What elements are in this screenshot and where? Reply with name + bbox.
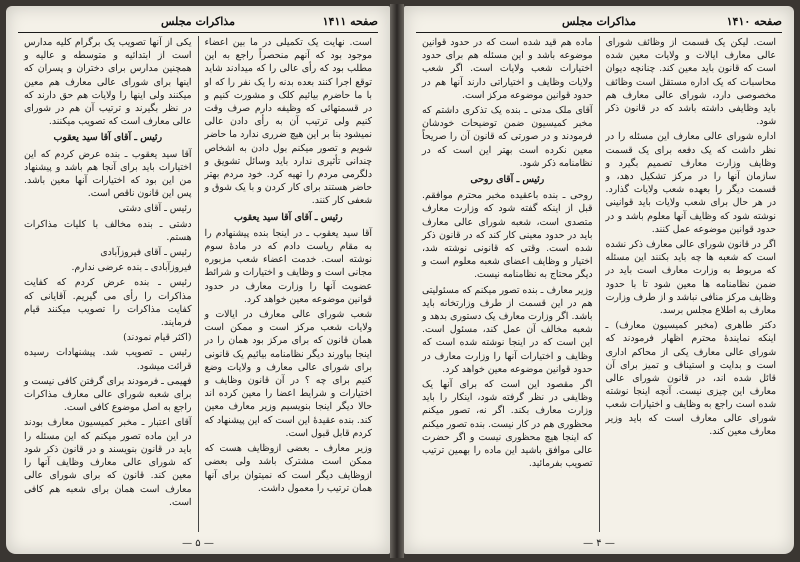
paragraph: رئیس ـ آقای دشتی bbox=[118, 203, 192, 215]
right-running-title: مذاکرات مجلس bbox=[562, 15, 636, 28]
left-page-col-right bbox=[199, 36, 379, 532]
left-page bbox=[6, 6, 390, 554]
paragraph: است. لیکن یک قسمت از وظائف شورای عالی معارف ایالات و ولایات معین شده است که قانون باید معین کند. چنانچه دیوان محاسبات که یک اداره مستقل است وظائف مخصوصی دارد، شورای عالی معارف هم باید وظایفی داشته باشد که در قانون ذکر شود. bbox=[605, 37, 776, 128]
left-page-header bbox=[18, 14, 378, 33]
right-page-col-right bbox=[600, 36, 783, 532]
paragraph: یکی از آنها تصویب یک برگرام کلیه مدارس است از ابتدائیه و متوسطه و عالیه و همچنین مدارس برای دختران و پسران که اینها برای شورای عالی معارف هم معین میکنند ولی اینها را ولایات هم حق دارند که در نظر بگیرند و ترتیب آن هم در شورای عالی معارف است که تصویب میکنند. bbox=[24, 37, 192, 128]
right-page-col-left bbox=[416, 36, 600, 532]
left-page-footer: — ۵ — bbox=[182, 538, 214, 549]
paragraph: فهیمی ـ فرمودند برای گرفتن کافی نیست و برای شعبه شورای عالی معارف مذاکرات راجع به اصل موضوع کافی است. bbox=[24, 375, 192, 414]
paragraph: فیروزآبادی ـ بنده عرضی ندارم. bbox=[71, 262, 192, 274]
paragraph: رئیس ـ بنده عرض کردم که کفایت مذاکرات را رأی می گیریم. آقایانی که کفایت مذاکرات را تصویب میکنند قیام فرمایند. bbox=[24, 277, 192, 329]
right-page-footer: — ۴ — bbox=[583, 538, 615, 549]
paragraph: اداره شورای عالی معارف این مسئله را در نظر داشت که یک دفعه برای یک قسمت وظایف وزارت معارف تصمیم بگیرد و سازمان آنها را در مرکز تشکیل دهد، و قسمت دیگر را بعهده شعب ولایات گذارد. در هر حال برای شعب ولایات باید قوانینی نوشته شود که وظایف آنها معلوم باشد و در حدود قوانین موضوعه عمل کنند. bbox=[605, 131, 776, 235]
paragraph: آقای اعتبار ـ مخبر کمیسیون معارف بودند در این ماده تصور میکنم که این مسئله را باید در قانون بنویسند و در قانون ذکر شود که شورای عالی معارف وظایف آنها را معین کند. قانون که برای شورای عالی معارف است همان برای شعبه هم کافی است. bbox=[24, 417, 192, 508]
right-page-header bbox=[416, 14, 782, 33]
left-running-title: مذاکرات مجلس bbox=[161, 15, 235, 28]
right-page-number: صفحه ۱۴۱۰ bbox=[726, 15, 782, 28]
paragraph: رئیس ـ آقای فیروزآبادی bbox=[100, 247, 192, 259]
paragraph: دکتر طاهری (مخبر کمیسیون معارف) ـ اینکه نمایندهٔ محترم اظهار فرمودند که شورای عالی معارف یکی از محاکم اداری است و بدایت و استیناف و تمیز برای آن قائل شده اند، در قانون شورای عالی معارف این چیزی نیست. آنچه اینجا نوشته شده است راجع به وظایف و اختیارات شعب شورای عالی معارف است که باید وزیر معارف معین کند. bbox=[605, 320, 776, 437]
paragraph: (اکثر قیام نمودند) bbox=[123, 332, 192, 344]
left-page-col-left bbox=[18, 36, 199, 532]
paragraph: وزیر معارف ـ بعضی ازوظایف هست که ممکن است مشترک باشد ولی بعضی ازوظایف دیگر است که نمیتوان برای آنها همان ترتیب را معمول داشت. bbox=[204, 443, 372, 494]
paragraph: اگر مقصود این است که برای آنها یک وظایفی در نظر گرفته شود، اینکار را باید وزارت معارف بکند. اگر نه، تصور میکنم محظوری هم در کار نیست. بنده تصور میکنم که اینجا هیچ محظوری نیست و اگر حضرت عالی موافق باشید این ماده را بهمین ترتیب تصویب بفرمائید. bbox=[422, 379, 593, 470]
left-page-columns bbox=[18, 36, 378, 532]
paragraph: وزیر معارف ـ بنده تصور میکنم که مسئولیتی هم در این قسمت از طرف وزارتخانه باید باشد. اگر وزارت معارف یک دستوری بدهد و شعبه مخالف آن عمل کند، مسئول است. این است که در اینجا نوشته شده است که وظایف و اختیارات آنها را وزارت معارف در حدود قوانین موضوعه معین خواهد کرد. bbox=[422, 284, 593, 375]
paragraph: اگر در قانون شورای عالی معارف ذکر نشده است که شعبه ها چه باید بکنند این مسئله که مربوط به وزارت معارف است باید در ضمن نظامنامه ها معین شود تا با حدود وظایف مرکز منافی نباشد و از طرف وزارت معارف به اطلاع مجلس برسد. bbox=[605, 239, 776, 317]
paragraph: روحی ـ بنده باعقیده مخبر محترم موافقم. قبل از اینکه گفته شود که وزارت معارف متصدی است، شعبه شورای عالی معارف باید در حدود معینی کار کند که در قانون ذکر شده است. وقتی که قانونی نوشته شد، اختیار و وظایف اعضای شعبه معلوم است و دیگر محتاج به نظامنامه نیست. bbox=[422, 190, 593, 281]
speaker-heading: رئیس ـ آقای آقا سید یعقوب bbox=[53, 132, 162, 144]
paragraph: شعب شورای عالی معارف در ایالات و ولایات شعب مرکز است و ممکن است همان قانون که برای مرکز بود همان را در اینجا بیاورند دیگر نظامنامه بیائیم یک قانونی برای شورای عالی معارف و ولایات وضع کنیم برای چه ؟ در آن قانون وظایف و اختیارات و شرایط اعضا را معین کرده اند حالا دیگر اینجا بنویسیم وزیر معارف معین کند. بنده عقیدهٔ این است که این پیشنهاد که کردم قابل قبول است. bbox=[204, 309, 372, 439]
paragraph: ماده هم قید شده است که در حدود قوانین موضوعه باشد و این مسئله هم برای حدود اختیارات شعب ولایات است. اگر شعب ولایات وظایف و اختیاراتی دارند آنها هم در حدود قوانین موضوعه مرکز است. bbox=[422, 37, 593, 101]
right-page-columns bbox=[416, 36, 782, 532]
paragraph: آقا سید یعقوب ـ بنده عرض کردم که این اختیارات باید برای آنجا هم باشد و پیشنهاد من این بود که اختیارات آنها معین باشد. پس این قانون ناقص است. bbox=[24, 148, 192, 200]
paragraph: رئیس ـ تصویب شد. پیشنهادات رسیده قرائت میشود. bbox=[24, 347, 192, 372]
paragraph: است. نهایت یک تکمیلی در ما بین اعضاء موجود بود که آنهم منحصراً راجع به این مطلب بود که رأی عالی را که میدادند شاید توقع اجرا کنند بعده بدنه را یک نفر را که او با ما حاضرم بیائیم کلک و مشورت کنیم و در قسمتهائی که وظیفه دارم صرف وقت کنیم ولی ترتیب آن به رأی دادن عالی نمیشود بنا بر این هیچ ضرری ندارد ما حاضر شویم و تصور میکنم بول دادن به اشخاص چندانی تأثیری ندارد باید وسائل تشویق و دلگرمی مردم را تهیه کرد. خود مردم بهتر حاضر هستند برای کار کردن و با یک شوق و شعفی کار کنند. bbox=[204, 37, 372, 207]
right-page bbox=[404, 6, 794, 554]
book-gutter bbox=[390, 4, 404, 558]
speaker-heading: رئیس ـ آقای آقا سید یعقوب bbox=[234, 211, 343, 223]
left-page-number: صفحه ۱۴۱۱ bbox=[322, 15, 378, 28]
paragraph: آقا سید یعقوب ـ در اینجا بنده پیشنهادم را به مقام ریاست دادم که در مادهٔ سوم نوشته است. خدمت اعضاء شعب مزبوره مجانی است و وظایف و اختیارات و شرائط عضویت آنها را وزارت معارف در حدود قوانین موضوعه معین خواهد کرد. bbox=[204, 227, 372, 305]
paragraph: آقای ملک مدنی ـ بنده یک تذکری داشتم که مخبر کمیسیون ضمن توضیحات خودشان فرمودند و در صورتی که قانون آن را صریحاً معین نکرده است بهتر این است که در نظامنامه ذکر شود. bbox=[422, 105, 593, 169]
paragraph: دشتی ـ بنده مخالف با کلیات مذاکرات هستم. bbox=[24, 218, 192, 243]
speaker-heading: رئیس ـ آقای روحی bbox=[470, 174, 545, 186]
